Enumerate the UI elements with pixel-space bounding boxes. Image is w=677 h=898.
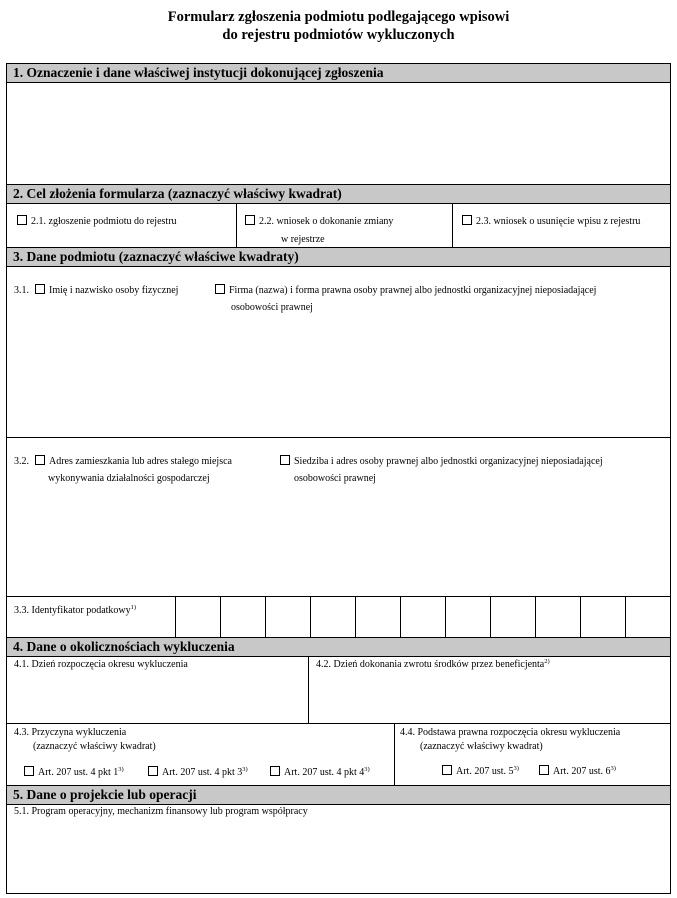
checkbox-art-207-4-4[interactable]: [270, 766, 280, 776]
tax-id-cell[interactable]: [400, 596, 401, 637]
address-person-line2: wykonywania działalności gospodarczej: [48, 473, 210, 484]
tax-id-cell[interactable]: [175, 596, 176, 637]
checkbox-art-207-6[interactable]: [539, 765, 549, 775]
entity-type-company[interactable]: Firma (nazwa) i forma prawna osoby prawnej albo jednostki organizacyjnej nieposiadającej: [215, 284, 596, 298]
basis-art-207-5[interactable]: Art. 207 ust. 5$^{3)}$: [442, 765, 519, 779]
section-4-header: 4. Dane o okolicznościach wykluczenia: [6, 637, 671, 657]
tax-id-cell[interactable]: [355, 596, 356, 637]
exclusion-start-date-label: 4.1. Dzień rozpoczęcia okresu wykluczenia: [14, 659, 188, 670]
section-3-header: 3. Dane podmiotu (zaznaczyć właściwe kwadraty): [6, 247, 671, 267]
purpose-option-register[interactable]: 2.1. zgłoszenie podmiotu do rejestru: [17, 215, 177, 229]
checkbox-art-207-5[interactable]: [442, 765, 452, 775]
tax-id-cell[interactable]: [265, 596, 266, 637]
checkbox-change[interactable]: [245, 215, 255, 225]
address-person[interactable]: Adres zamieszkania lub adres stałego miejsca: [35, 455, 232, 469]
checkbox-registered-office[interactable]: [280, 455, 290, 465]
section-2-header: 2. Cel złożenia formularza (zaznaczyć właściwy kwadrat): [6, 184, 671, 204]
section-5-header: 5. Dane o projekcie lub operacji: [6, 785, 671, 805]
checkbox-art-207-4-3[interactable]: [148, 766, 158, 776]
program-label: 5.1. Program operacyjny, mechanizm finansowy lub program współpracy: [14, 806, 308, 817]
checkbox-residence-address[interactable]: [35, 455, 45, 465]
refund-date-label: 4.2. Dzień dokonania zwrotu środków przez beneficjenta$^{2)}$: [316, 658, 550, 670]
institution-data-field[interactable]: [6, 82, 671, 184]
legal-basis-label: 4.4. Podstawa prawna rozpoczęcia okresu wykluczenia: [400, 727, 621, 738]
checkbox-remove[interactable]: [462, 215, 472, 225]
entity-type-person[interactable]: Imię i nazwisko osoby fizycznej: [35, 284, 178, 298]
tax-id-label: 3.3. Identyfikator podatkowy$^{1)}$: [14, 604, 137, 616]
form-title-line1: Formularz zgłoszenia podmiotu podlegającego wpisowi: [167, 9, 510, 25]
purpose-option-change-line2: w rejestrze: [281, 234, 325, 245]
field-3-2-number: 3.2.: [14, 456, 29, 467]
checkbox-register[interactable]: [17, 215, 27, 225]
exclusion-reason-label: 4.3. Przyczyna wykluczenia: [14, 727, 127, 738]
entity-type-company-line2: osobowości prawnej: [231, 302, 313, 313]
purpose-option-change[interactable]: 2.2. wniosek o dokonanie zmiany: [245, 215, 393, 229]
section-1-header: 1. Oznaczenie i dane właściwej instytucji dokonującej zgłoszenia: [6, 63, 671, 83]
address-company-line2: osobowości prawnej: [294, 473, 376, 484]
basis-art-207-6[interactable]: Art. 207 ust. 6$^{3)}$: [539, 765, 616, 779]
tax-id-cell[interactable]: [445, 596, 446, 637]
tax-id-cell[interactable]: [625, 596, 626, 637]
program-field[interactable]: [6, 805, 671, 893]
tax-id-cell[interactable]: [535, 596, 536, 637]
reason-art-207-4-1[interactable]: Art. 207 ust. 4 pkt 1$^{3)}$: [24, 766, 124, 780]
checkbox-art-207-4-1[interactable]: [24, 766, 34, 776]
checkbox-person-name[interactable]: [35, 284, 45, 294]
field-3-1-number: 3.1.: [14, 285, 29, 296]
tax-id-cell[interactable]: [490, 596, 491, 637]
checkbox-company-name[interactable]: [215, 284, 225, 294]
exclusion-reason-hint: (zaznaczyć właściwy kwadrat): [33, 741, 156, 752]
tax-id-cell[interactable]: [220, 596, 221, 637]
tax-id-cell[interactable]: [310, 596, 311, 637]
legal-basis-hint: (zaznaczyć właściwy kwadrat): [420, 741, 543, 752]
tax-id-cell[interactable]: [580, 596, 581, 637]
purpose-option-remove[interactable]: 2.3. wniosek o usunięcie wpisu z rejestru: [462, 215, 640, 229]
address-company[interactable]: Siedziba i adres osoby prawnej albo jednostki organizacyjnej nieposiadającej: [280, 455, 603, 469]
form-title-line2: do rejestru podmiotów wykluczonych: [222, 27, 455, 43]
reason-art-207-4-3[interactable]: Art. 207 ust. 4 pkt 3$^{3)}$: [148, 766, 248, 780]
reason-art-207-4-4[interactable]: Art. 207 ust. 4 pkt 4$^{3)}$: [270, 766, 370, 780]
